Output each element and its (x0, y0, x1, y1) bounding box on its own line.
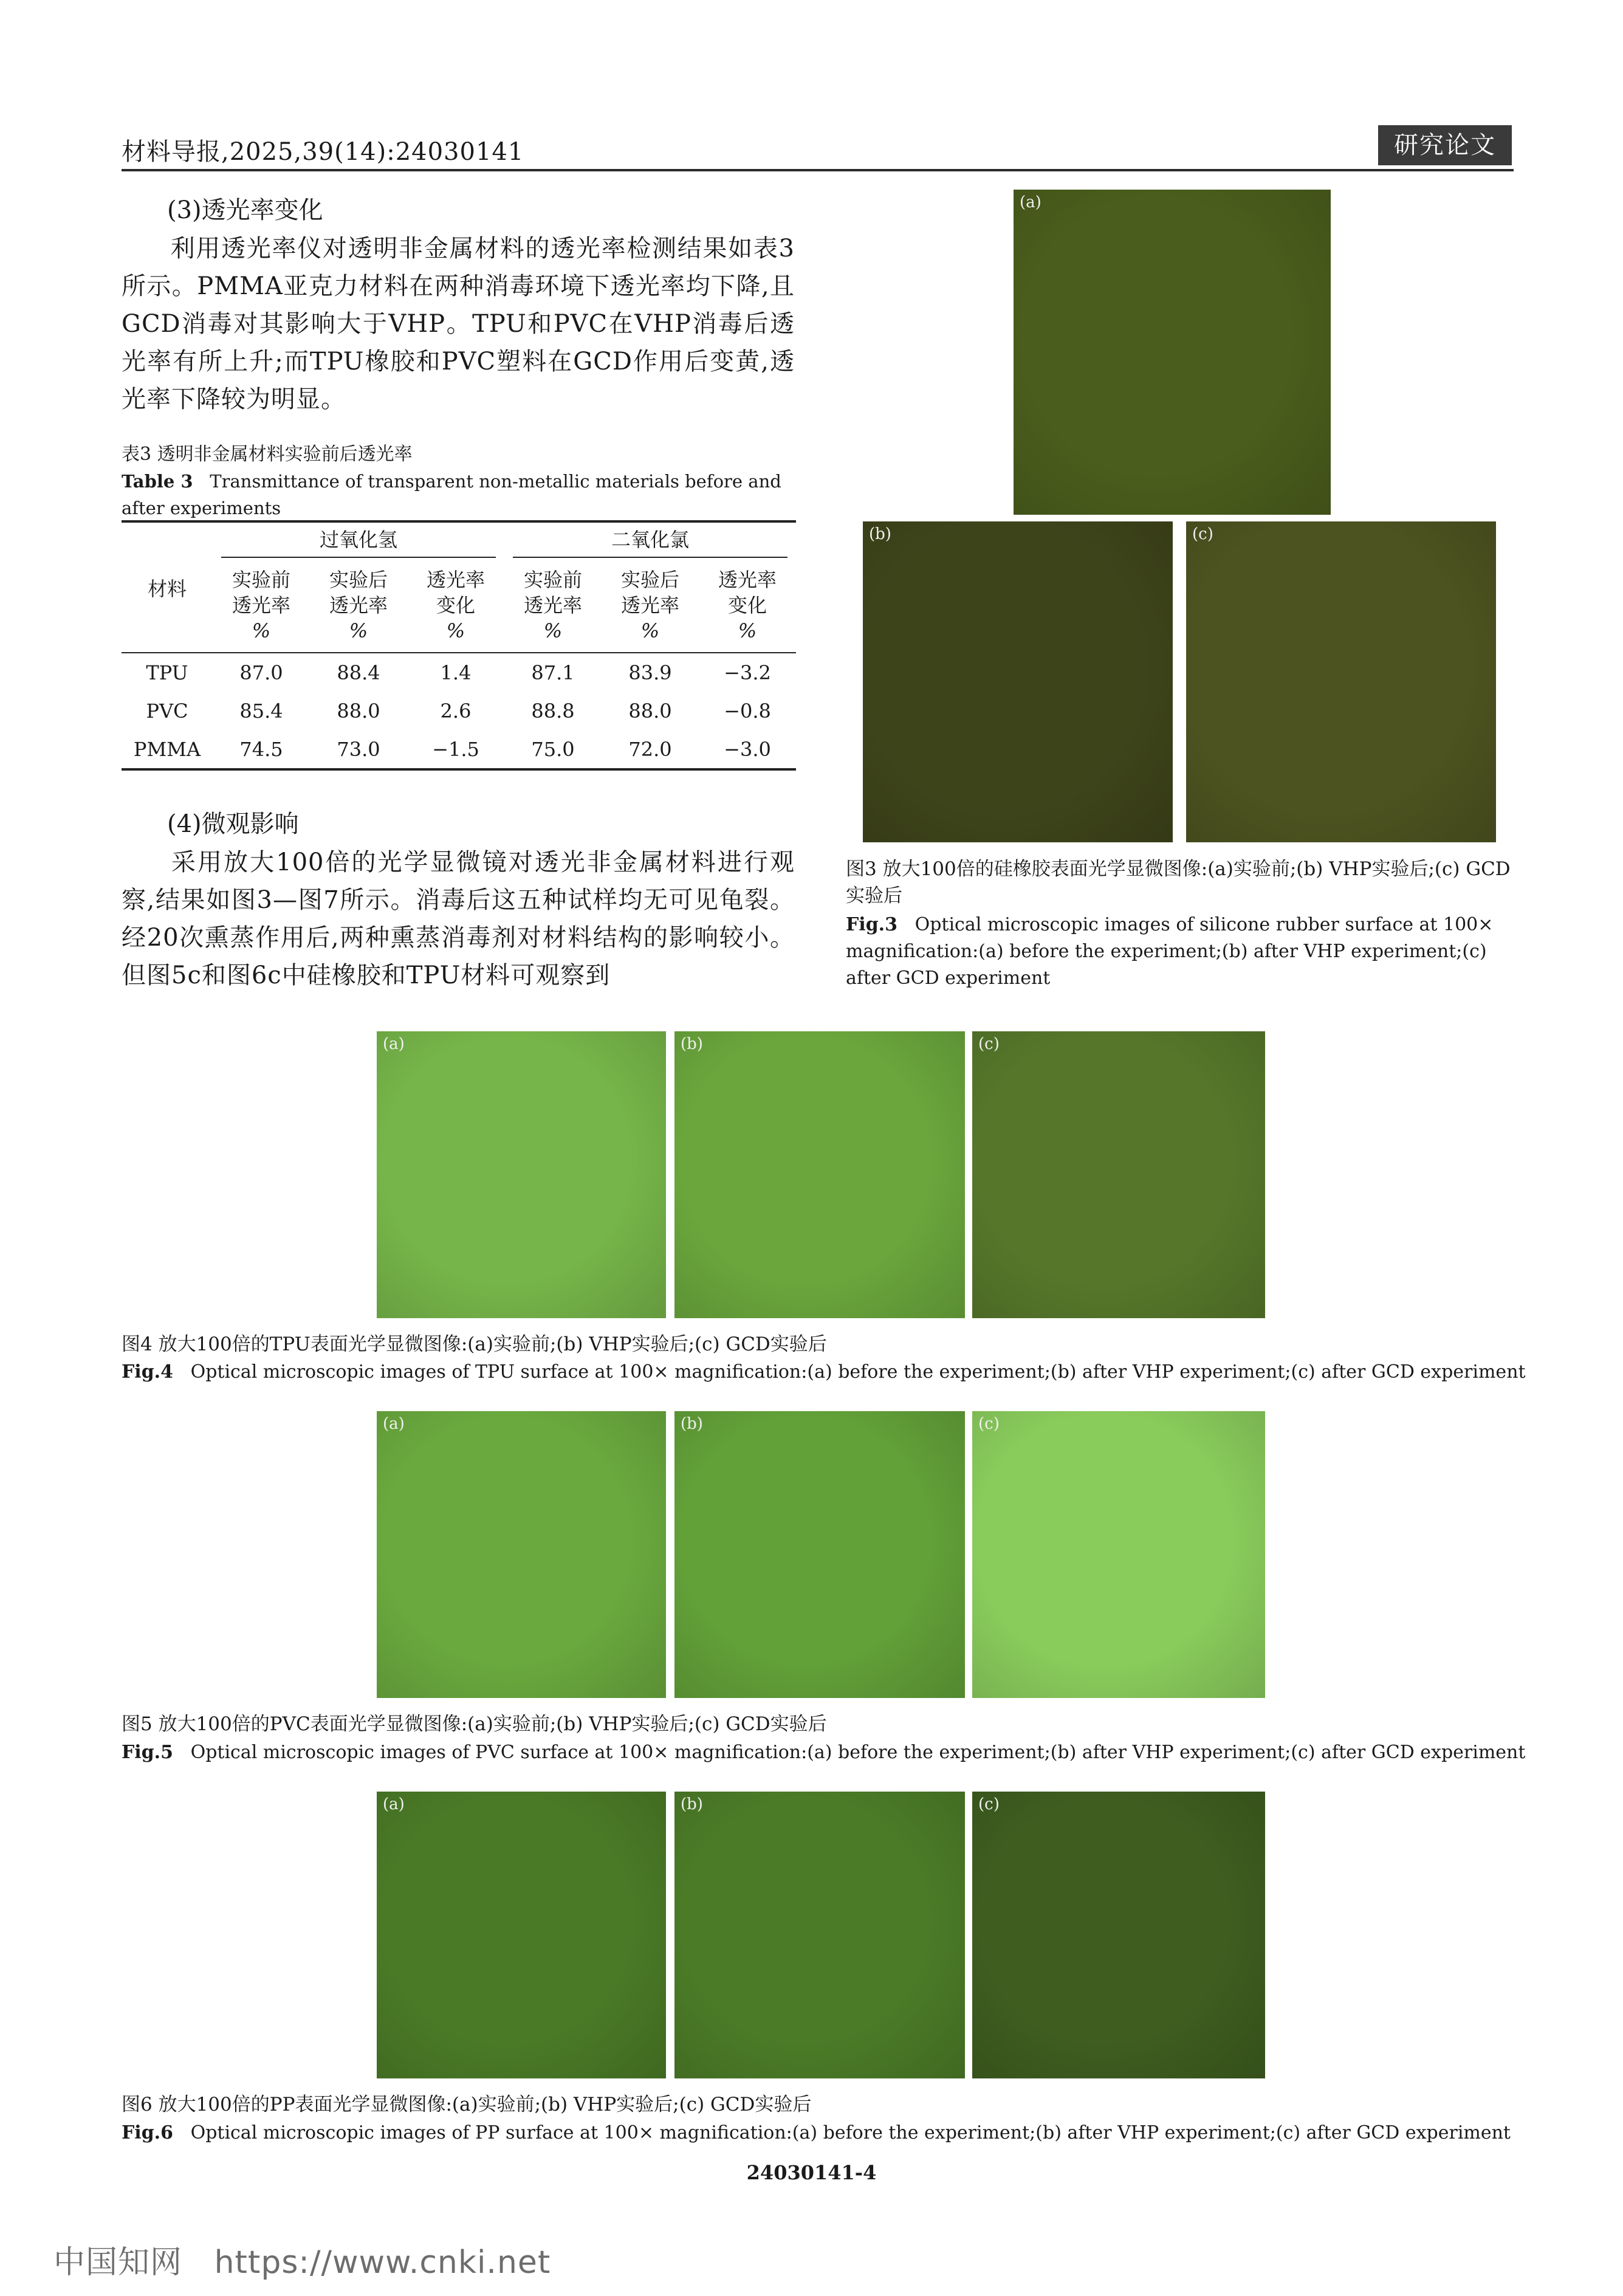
table-row: PVC 85.4 88.0 2.6 88.8 88.0 −0.8 (146, 699, 771, 723)
table-3 (122, 520, 796, 771)
article-type-badge: 研究论文 (1378, 125, 1512, 165)
fig6-caption-cn: 图6 放大100倍的PP表面光学显微图像:(a)实验前;(b) VHP实验后;(c) GCD实验后 (122, 2094, 812, 2116)
header-group-gcd (504, 521, 796, 558)
table-caption-en-label: Table 3 (122, 471, 193, 492)
fig6-caption-en-text: Optical microscopic images of PP surface at 100× magnification:(a) before the experiment;(b) after VHP experiment;(c) after GCD experiment (190, 2122, 1511, 2143)
fig3-caption-en-label: Fig.3 (846, 914, 897, 935)
header-group-vhp (213, 521, 504, 558)
fig5-caption-en (122, 1739, 1525, 1766)
panel-label: (b) (681, 1415, 703, 1433)
fig4-caption-en-label: Fig.4 (122, 1361, 173, 1383)
panel-label: (c) (978, 1795, 1000, 1813)
panel-label: (a) (383, 1795, 405, 1813)
fig6-caption-en (122, 2120, 1511, 2146)
fig3-panel-a (1014, 190, 1331, 515)
fig5-caption-cn: 图5 放大100倍的PVC表面光学显微图像:(a)实验前;(b) VHP实验后;(c) GCD实验后 (122, 1713, 827, 1735)
fig4-caption-cn: 图4 放大100倍的TPU表面光学显微图像:(a)实验前;(b) VHP实验后;(c) GCD实验后 (122, 1333, 827, 1355)
fig3-caption-cn: 图3 放大100倍的硅橡胶表面光学显微图像:(a)实验前;(b) VHP实验后;(c) GCD实验后 (846, 858, 1511, 907)
journal-citation: 材料导报,2025,39(14):24030141 (122, 138, 524, 166)
panel-label: (a) (1020, 193, 1041, 211)
fig3-caption-en (846, 912, 1514, 992)
section-heading-microscopic: (4)微观影响 (167, 810, 299, 838)
fig5-caption-en-text: Optical microscopic images of PVC surface at 100× magnification:(a) before the experiment;(b) after VHP experiment;(c) after GCD experiment (190, 1742, 1526, 1763)
section-heading-transmittance: (3)透光率变化 (167, 196, 323, 224)
fig4-caption-en (122, 1359, 1526, 1386)
fig5-panel-b (674, 1411, 965, 1698)
table-row: TPU 87.0 88.4 1.4 87.1 83.9 −3.2 (146, 661, 771, 684)
table-caption-en (122, 468, 796, 521)
fig3-panel-c (1186, 521, 1496, 842)
section-paragraph-transmittance (122, 230, 795, 418)
fig4-panel-a (377, 1031, 666, 1318)
cnki-watermark: 中国知网 https://www.cnki.net (53, 2244, 551, 2281)
table-caption-cn: 表3 透明非金属材料实验前后透光率 (122, 444, 413, 465)
fig5-panel-c (972, 1411, 1265, 1698)
panel-label: (b) (681, 1795, 703, 1813)
panel-label: (c) (978, 1035, 1000, 1053)
fig6-panel-b (674, 1792, 965, 2078)
header-gcd-after: 实验后 透光率 % (602, 558, 699, 653)
fig4-panel-b (674, 1031, 965, 1318)
section-paragraph-microscopic-text: 采用放大100倍的光学显微镜对透光非金属材料进行观察,结果如图3—图7所示。消毒后这五种试样均无可见龟裂。经20次熏蒸作用后,两种熏蒸消毒剂对材料结构的影响较小。但图5c和图6c中硅橡胶和TPU材料可观察到 (122, 848, 795, 989)
fig6-panel-a (377, 1792, 666, 2078)
fig5-caption-en-label: Fig.5 (122, 1742, 173, 1763)
fig3-panel-b (863, 521, 1173, 842)
header-group-gcd-label: 二氧化氯 (513, 523, 787, 558)
header-divider (122, 169, 1514, 171)
header-group-vhp-label: 过氧化氢 (221, 523, 496, 558)
header-vhp-change: 透光率 变化 % (407, 558, 504, 653)
header-gcd-before: 实验前 透光率 % (504, 558, 602, 653)
panel-label: (a) (383, 1035, 405, 1053)
fig4-panel-c (972, 1031, 1265, 1318)
transmittance-table (122, 520, 796, 771)
fig5-panel-a (377, 1411, 666, 1698)
table-row: PMMA 74.5 73.0 −1.5 75.0 72.0 −3.0 (122, 730, 796, 769)
panel-label: (b) (869, 525, 891, 543)
fig6-caption-en-label: Fig.6 (122, 2122, 173, 2143)
panel-label: (b) (681, 1035, 703, 1053)
fig4-caption-en-text: Optical microscopic images of TPU surface at 100× magnification:(a) before the experiment;(b) after VHP experiment;(c) after GCD experiment (190, 1361, 1526, 1383)
fig6-panel-c (972, 1792, 1265, 2078)
page-number: 24030141-4 (746, 2161, 877, 2184)
panel-label: (a) (383, 1415, 405, 1433)
panel-label: (c) (978, 1415, 1000, 1433)
panel-label: (c) (1192, 525, 1213, 543)
header-vhp-after: 实验后 透光率 % (310, 558, 407, 653)
header-gcd-change: 透光率 变化 % (699, 558, 796, 653)
section-paragraph-microscopic (122, 844, 795, 994)
fig3-caption-en-text: Optical microscopic images of silicone rubber surface at 100× magnification:(a) before the experiment;(b) after VHP experiment;(c) after GCD experiment (846, 914, 1494, 989)
section-paragraph-transmittance-text: 利用透光率仪对透明非金属材料的透光率检测结果如表3所示。PMMA亚克力材料在两种消毒环境下透光率均下降,且GCD消毒对其影响大于VHP。TPU和PVC在VHP消毒后透光率有所上升;而TPU橡胶和PVC塑料在GCD作用后变黄,透光率下降较为明显。 (122, 235, 795, 413)
header-vhp-before: 实验前 透光率 % (213, 558, 310, 653)
header-material: 材料 (122, 521, 213, 653)
table-caption-en-text: Transmittance of transparent non-metallic materials before and after experiments (122, 471, 781, 518)
